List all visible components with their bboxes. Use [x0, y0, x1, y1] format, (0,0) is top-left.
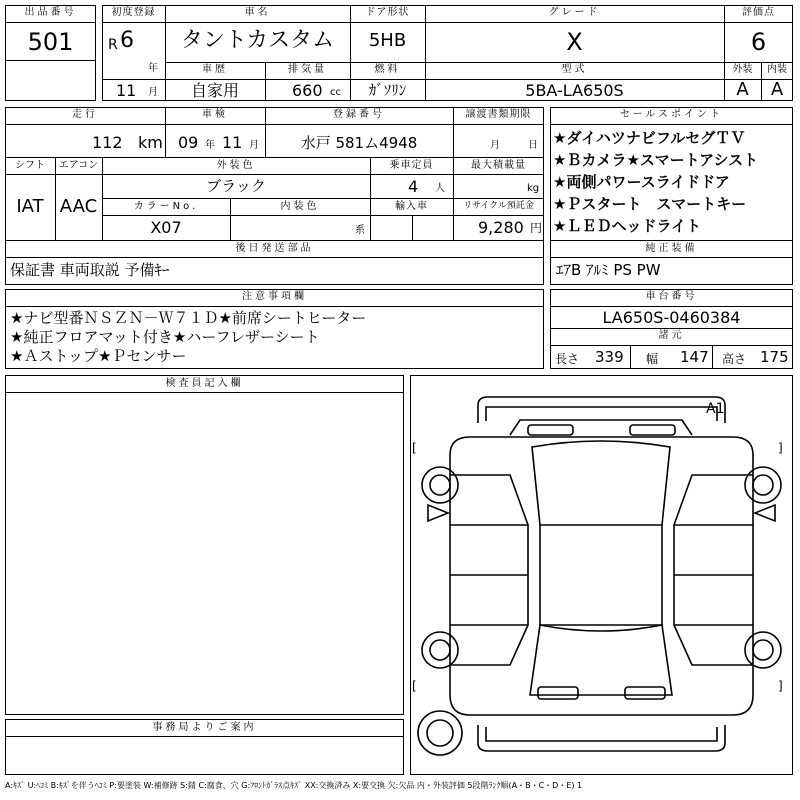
displacement-label: 排気量: [288, 64, 327, 75]
capacity: 4: [408, 177, 419, 196]
length: 339: [595, 348, 624, 366]
damage-mark-a1: A1: [706, 401, 725, 417]
inspection-year-suffix: 年: [205, 140, 215, 151]
lot-number: 501: [27, 28, 74, 56]
exterior-grade: A: [736, 79, 749, 100]
color-number-label: カラーNo.: [133, 201, 199, 212]
equipment: ｴｱB ｱﾙﾐ PS PW: [556, 261, 661, 279]
history: 自家用: [190, 81, 239, 100]
later-parts: 保証書 車両取説 予備ｷｰ: [10, 261, 170, 279]
era-letter: R: [108, 37, 118, 53]
car-name-label: 車名: [244, 7, 271, 18]
recycle-unit: 円: [530, 221, 543, 235]
mileage-label: 走行: [72, 109, 98, 120]
inspector-box: [5, 375, 404, 715]
sales-point-2: ★Ｂカメラ★スマートアシスト: [553, 151, 759, 169]
sales-point-3: ★両側パワースライドドア: [553, 173, 730, 191]
note-line-1: ★ナビ型番ＮＳＺＮ－Ｗ７１Ｄ★前席シートヒーター: [10, 309, 367, 327]
interior-color-label: 内装色: [280, 201, 320, 212]
sales-point-4: ★Ｐスタート スマートキー: [553, 195, 747, 213]
aircon-label: エアコン: [58, 160, 99, 171]
mileage: 112: [92, 133, 123, 152]
later-parts-label: 後日発送部品: [235, 243, 314, 254]
chassis-label: 車台番号: [645, 291, 698, 302]
capacity-unit: 人: [435, 183, 445, 194]
bracket-rear-left: [: [412, 679, 417, 693]
mileage-unit: km: [138, 133, 163, 152]
year-suffix: 年: [148, 63, 158, 74]
aircon: AAC: [59, 196, 98, 217]
inspection-label: 車検: [202, 109, 228, 120]
notes-label: 注意事項欄: [242, 291, 307, 302]
fuel-label: 燃料: [374, 64, 401, 75]
exterior-grade-label: 外装: [732, 64, 753, 75]
height: 175: [760, 348, 789, 366]
width-label: 幅: [646, 352, 659, 366]
chassis-number: LA650S-0460384: [602, 308, 741, 327]
inspection-month-suffix: 月: [249, 140, 259, 151]
spec-label: 諸元: [658, 330, 685, 341]
history-label: 車歴: [202, 64, 228, 75]
shift-label: シフト: [15, 160, 45, 171]
shift: IAT: [16, 196, 44, 217]
max-load-label: 最大積載量: [471, 160, 526, 171]
capacity-label: 乗車定員: [389, 160, 434, 171]
interior-color-suffix: 系: [355, 225, 365, 236]
sales-points-label: セールスポイント: [619, 109, 724, 120]
bracket-front-right: ]: [778, 441, 783, 455]
color-number: X07: [150, 218, 182, 237]
width: 147: [680, 348, 709, 366]
note-line-2: ★純正フロアマット付き★ハーフレザーシート: [10, 328, 320, 346]
exterior-color-label: 外装色: [216, 160, 256, 171]
equipment-label: 純正装備: [645, 243, 698, 254]
month-suffix: 月: [148, 87, 158, 98]
model-code: 5BA-LA650S: [525, 81, 624, 100]
displacement: 660: [292, 81, 323, 100]
door-type: 5HB: [368, 30, 407, 51]
bracket-front-left: [: [412, 441, 417, 455]
plate-number: 水戸 581ム4948: [300, 134, 418, 152]
car-name: タントカスタム: [180, 28, 335, 53]
displacement-unit: cc: [330, 87, 341, 98]
note-line-3: ★Ａストップ★Ｐセンサー: [10, 347, 187, 365]
era-year: 6: [120, 28, 134, 53]
office-label: 事務局よりご案内: [152, 722, 257, 733]
length-label: 長さ: [555, 352, 580, 366]
legend: A:ｷｽﾞ U:ﾍｺﾐ B:ｷｽﾞを伴うﾍｺﾐ P:要塗装 W:補修跡 S:錆 C:腐食、穴 G:ﾌﾛﾝﾄｶﾞﾗｽ点ｷｽﾞ XX:交換済み X:要交換 欠:欠品 内・外装評価 5段階ﾗﾝｸ順(A・B・C・D・E) 1: [5, 781, 583, 790]
transfer-month-suffix: 月: [490, 140, 500, 151]
height-label: 高さ: [722, 352, 747, 366]
sales-point-5: ★ＬＥＤヘッドライト: [553, 217, 701, 235]
plate-label: 登録番号: [333, 109, 385, 120]
score: 6: [750, 28, 767, 56]
interior-grade: A: [770, 79, 784, 100]
inspector-label: 検査員記入欄: [165, 378, 244, 389]
door-type-label: ドア形状: [365, 7, 410, 18]
sales-point-1: ★ダイハツナビフルセグＴＶ: [553, 129, 746, 147]
score-label: 評価点: [742, 7, 775, 18]
transfer-deadline-label: 譲渡書類期限: [465, 109, 532, 120]
interior-grade-label: 内装: [767, 64, 787, 75]
first-registration-label: 初度登録: [111, 7, 156, 18]
recycle-label: リサイクル預託金: [463, 201, 534, 211]
import-label: 輸入車: [395, 201, 428, 212]
first-reg-month: 11: [116, 81, 137, 100]
recycle-fee: 9,280: [478, 218, 524, 237]
grade: X: [566, 28, 583, 56]
max-load-unit: kg: [527, 183, 540, 194]
car-diagram: [410, 375, 793, 775]
transfer-day-suffix: 日: [528, 140, 538, 151]
inspection-month: 11: [222, 133, 243, 152]
lot-number-label: 出品番号: [24, 7, 77, 18]
grade-label: グレード: [548, 7, 601, 18]
fuel: ｶﾞｿﾘﾝ: [368, 81, 407, 99]
inspection-year: 09: [178, 133, 199, 152]
exterior-color: ブラック: [206, 177, 266, 195]
model-label: 型式: [561, 64, 588, 75]
bracket-rear-right: ]: [778, 679, 783, 693]
